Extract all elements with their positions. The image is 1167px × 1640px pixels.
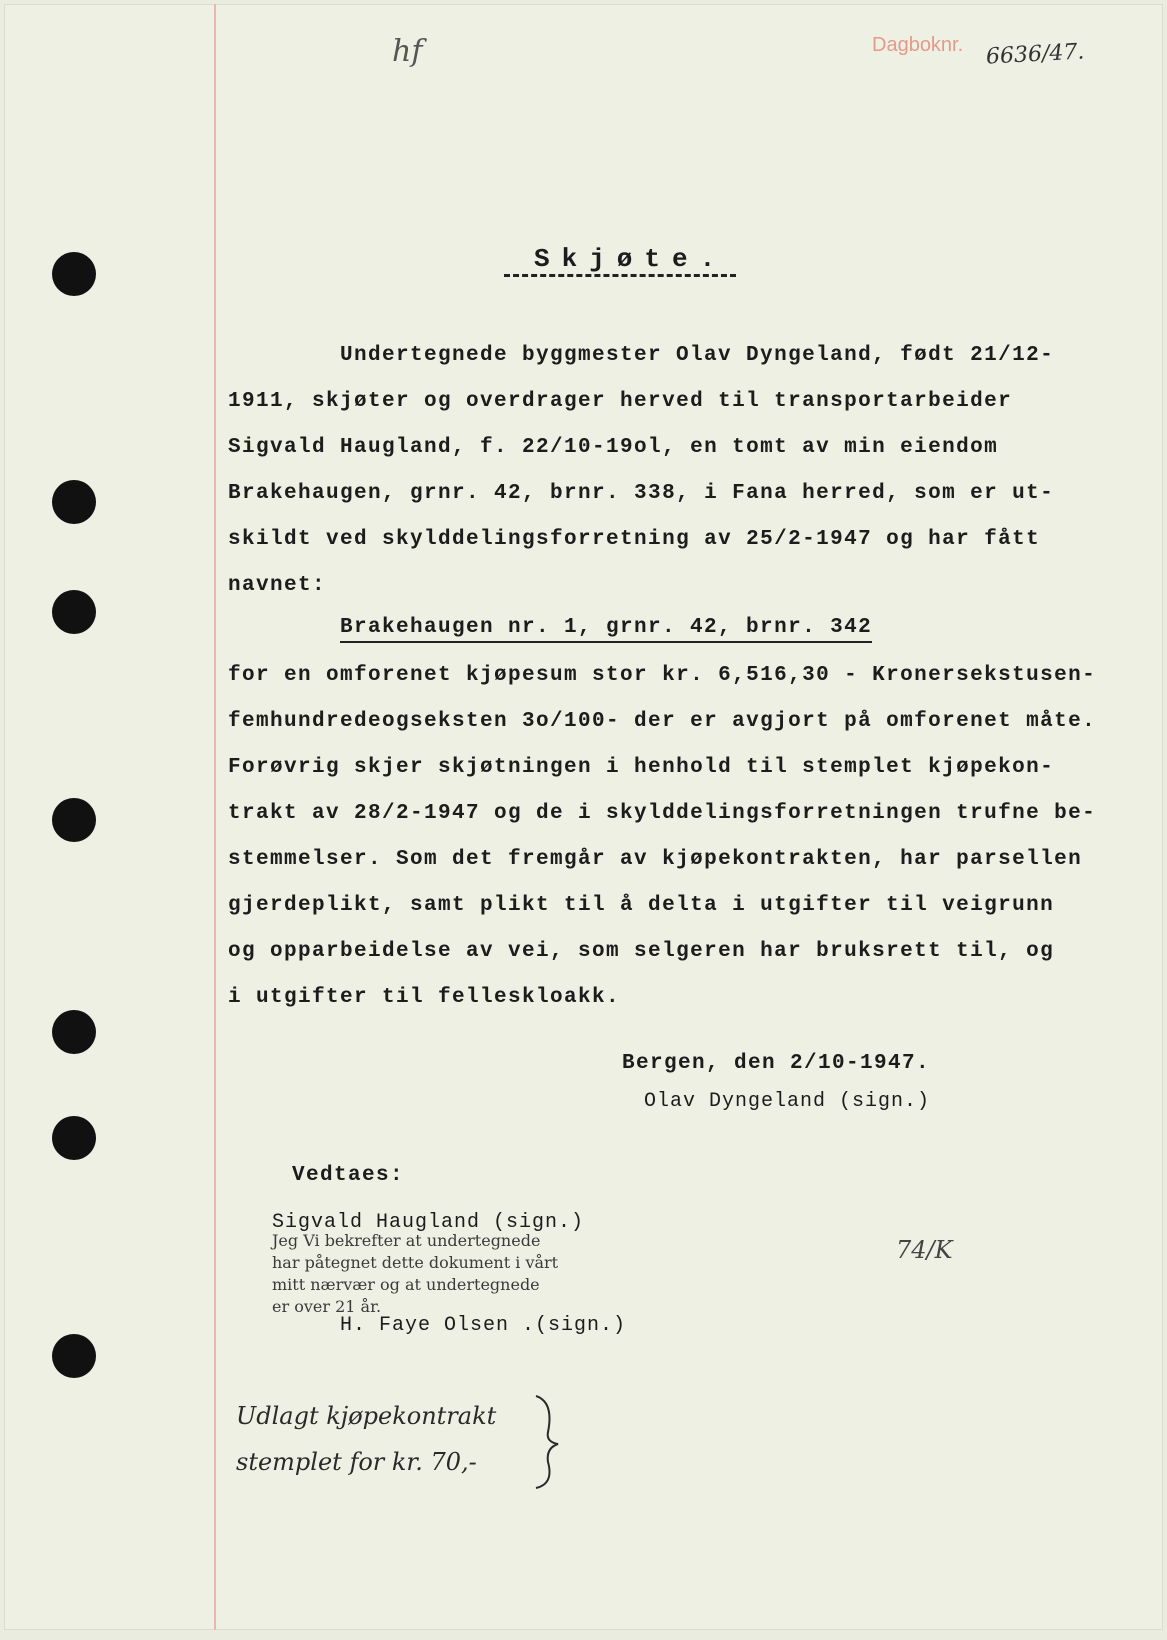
handwritten-side-mark: 74/K xyxy=(896,1236,953,1264)
stamp-line: mitt nærvær og at undertegnede xyxy=(272,1275,540,1294)
body-line: femhundredeogseksten 3o/100- der er avgjort på omforenet måte. xyxy=(228,710,1097,733)
handwritten-note-line: stemplet for kr. 70,- xyxy=(236,1448,477,1476)
witness-signature: H. Faye Olsen .(sign.) xyxy=(340,1314,627,1337)
place-and-date: Bergen, den 2/10-1947. xyxy=(622,1052,931,1075)
stamp-line: Jeg Vi bekrefter at undertegnede xyxy=(272,1231,541,1250)
body-line: gjerdeplikt, samt plikt til å delta i utgifter til veigrunn xyxy=(228,894,1055,917)
punch-hole xyxy=(52,480,96,524)
document-page xyxy=(4,4,1163,1630)
body-line: skildt ved skylddelingsforretning av 25/2-1947 og har fått xyxy=(228,528,1041,551)
seller-signature: Olav Dyngeland (sign.) xyxy=(644,1090,931,1113)
body-line: 1911, skjøter og overdrager herved til transportarbeider xyxy=(228,390,1013,413)
witness-stamp xyxy=(272,1230,632,1318)
margin-line xyxy=(214,4,216,1630)
body-line: trakt av 28/2-1947 og de i skylddelingsforretningen trufne be- xyxy=(228,802,1097,825)
body-line: stemmelser. Som det fremgår av kjøpekontrakten, har parsellen xyxy=(228,848,1083,871)
punch-hole xyxy=(52,798,96,842)
punch-hole xyxy=(52,1116,96,1160)
punch-hole xyxy=(52,1010,96,1054)
body-line: Undertegnede byggmester Olav Dyngeland, født 21/12- xyxy=(340,344,1055,367)
body-line: navnet: xyxy=(228,574,327,597)
punch-hole xyxy=(52,590,96,634)
accepted-label: Vedtaes: xyxy=(292,1164,405,1187)
body-line: Brakehaugen, grnr. 42, brnr. 338, i Fana herred, som er ut- xyxy=(228,482,1055,505)
handwritten-initials: hf xyxy=(392,34,423,69)
body-line: for en omforenet kjøpesum stor kr. 6,516,30 - Kronersekstusen- xyxy=(228,664,1097,687)
body-line: Sigvald Haugland, f. 22/10-19ol, en tomt av min eiendom xyxy=(228,436,999,459)
handwritten-note-line: Udlagt kjøpekontrakt xyxy=(236,1402,497,1430)
title-underline xyxy=(504,274,736,277)
journal-number-label: Dagboknr. xyxy=(872,34,964,56)
body-line: Forøvrig skjer skjøtningen i henhold til stemplet kjøpekon- xyxy=(228,756,1055,779)
punch-hole xyxy=(52,252,96,296)
punch-hole xyxy=(52,1334,96,1378)
buyer-signature: Sigvald Haugland (sign.) xyxy=(272,1211,585,1234)
body-line: og opparbeidelse av vei, som selgeren har bruksrett til, og xyxy=(228,940,1055,963)
stamp-line: er over 21 år. xyxy=(272,1297,382,1316)
property-name: Brakehaugen nr. 1, grnr. 42, brnr. 342 xyxy=(340,616,872,643)
handwritten-brace xyxy=(532,1392,562,1492)
body-line: i utgifter til felleskloakk. xyxy=(228,986,621,1009)
journal-number: 6636/47. xyxy=(985,39,1085,70)
stamp-line: har påtegnet dette dokument i vårt xyxy=(272,1253,559,1272)
document-title: Skjøte. xyxy=(534,244,728,274)
